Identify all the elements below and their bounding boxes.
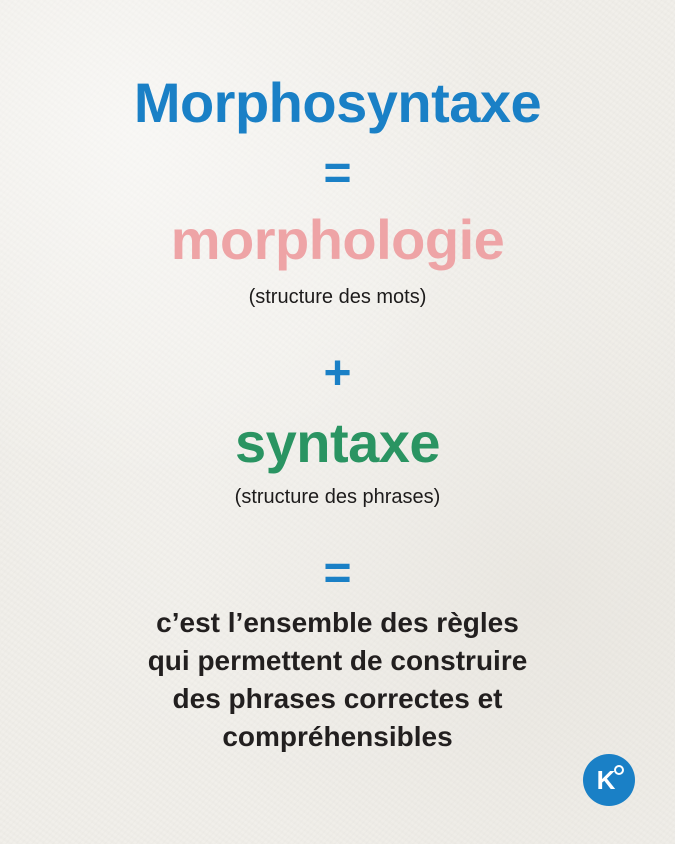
morphologie-word: morphologie bbox=[170, 208, 505, 271]
equals-sign: = bbox=[323, 147, 352, 200]
definition-line: qui permettent de construire bbox=[147, 645, 528, 676]
definition-line: c’est l’ensemble des règles bbox=[156, 607, 519, 638]
equals-sign-2: = bbox=[323, 547, 352, 600]
brand-logo bbox=[583, 754, 635, 806]
syntaxe-word: syntaxe bbox=[234, 411, 441, 474]
logo-ring-icon bbox=[614, 765, 624, 775]
plus-sign: + bbox=[323, 347, 352, 400]
definition-line: compréhensibles bbox=[222, 721, 453, 752]
morphologie-description: (structure des mots) bbox=[248, 286, 427, 308]
page-title: Morphosyntaxe bbox=[133, 71, 542, 134]
syntaxe-description: (structure des phrases) bbox=[234, 486, 441, 508]
definition-line: des phrases correctes et bbox=[172, 683, 503, 714]
logo-letter: K bbox=[596, 764, 616, 795]
definition-text bbox=[0, 604, 675, 756]
